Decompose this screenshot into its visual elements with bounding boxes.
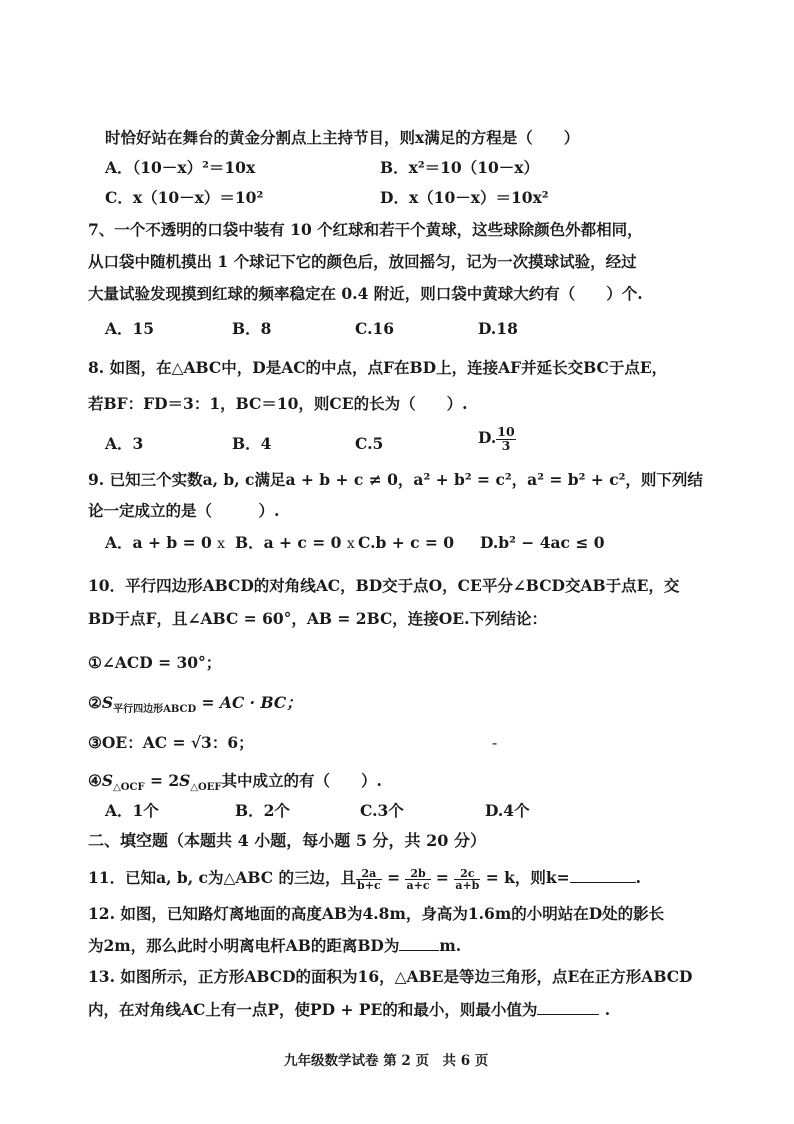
q6-option-b: B．x²＝10（10－x） xyxy=(380,158,540,177)
q10-option-c: C.3个 xyxy=(360,801,404,820)
q11-line xyxy=(88,866,641,891)
fraction-numerator: 2a xyxy=(356,868,382,880)
q9-line-2: 论一定成立的是（ ）. xyxy=(88,501,280,520)
q8-option-d-prefix: D. xyxy=(478,428,497,447)
q13-line-2 xyxy=(88,998,610,1021)
q9-option-b-text: B．a + c = 0 xyxy=(235,533,342,552)
q6-option-d: D．x（10－x）＝10x² xyxy=(380,188,549,207)
equals-sign-2: = xyxy=(435,868,449,887)
fraction-numerator: 10 xyxy=(497,424,515,439)
q13-line-1: 13. 如图所示，正方形ABCD的面积为16，△ABE是等边三角形，点E在正方形ABCD xyxy=(88,967,693,986)
q11-fraction-3 xyxy=(454,868,480,891)
area-symbol-2: S xyxy=(179,771,191,790)
q9-line-1: 9. 已知三个实数a, b, c满足a + b + c ≠ 0，a² + b² = c²，a² = b² + c²，则下列结 xyxy=(88,470,703,489)
q10-conclusion-1: ①∠ACD = 30°； xyxy=(88,653,222,672)
q6-option-a: A．（10－x）²＝10x xyxy=(105,158,256,177)
q9-option-d: D.b² − 4ac ≤ 0 xyxy=(480,533,605,552)
q7-option-b: B．8 xyxy=(232,319,272,338)
fraction-denominator: b+c xyxy=(357,878,381,892)
q12-answer-blank[interactable] xyxy=(399,934,439,951)
q9-option-b xyxy=(235,532,355,555)
fraction-denominator: a+b xyxy=(455,878,480,892)
q12-line-1: 12. 如图，已知路灯离地面的高度AB为4.8m，身高为1.6m的小明站在D处的影长 xyxy=(88,904,665,923)
q8-option-d-fraction xyxy=(496,426,515,452)
q8-option-a: A．3 xyxy=(105,434,144,453)
section-2-title: 二、填空题（本题共 4 小题，每小题 5 分，共 20 分） xyxy=(88,831,486,850)
q13-line-2-pre: 内，在对角线AC上有一点P，使PD + PE的和最小，则最小值为 xyxy=(88,1000,538,1019)
q7-line-2: 从口袋中随机摸出 1 个球记下它的颜色后，放回摇匀，记为一次摸球试验，经过 xyxy=(88,252,637,271)
q7-option-a: A．15 xyxy=(105,319,155,338)
q7-line-1: 7、一个不透明的口袋中装有 10 个红球和若干个黄球，这些球除颜色外都相同， xyxy=(88,220,643,239)
stray-mark: - xyxy=(492,734,498,752)
area-symbol-1: S xyxy=(101,771,114,790)
q12-line-2-pre: 为2m，那么此时小明离电杆AB的距离BD为 xyxy=(88,936,400,955)
q10-line-1: 10．平行四边形ABCD的对角线AC，BD交于点O，CE平分∠BCD交AB于点E，交 xyxy=(88,576,680,595)
q7-option-d: D.18 xyxy=(478,319,518,338)
q12-line-2 xyxy=(88,934,461,957)
fraction-numerator: 2b xyxy=(405,868,430,880)
q9-option-c: C.b + c = 0 xyxy=(358,533,455,552)
c4-marker: ④ xyxy=(88,771,102,790)
q9-handwritten-mark-b: x xyxy=(346,536,355,552)
q8-line-1: 8. 如图，在△ABC中，D是AC的中点，点F在BD上，连接AF并延长交BC于点E， xyxy=(88,358,668,377)
q13-answer-blank[interactable] xyxy=(537,998,599,1015)
q10-line-2: BD于点F，且∠ABC = 60°，AB = 2BC，连接OE.下列结论： xyxy=(88,609,548,628)
q10-option-a: A．1个 xyxy=(105,801,159,820)
c4-mid: = 2 xyxy=(144,771,180,790)
area-subscript-1: △OCF xyxy=(113,782,145,794)
q11-prefix: 11．已知a, b, c为△ABC 的三边，且 xyxy=(88,868,357,887)
q8-option-b: B．4 xyxy=(232,434,272,453)
q9-option-a xyxy=(105,532,225,555)
area-symbol: S xyxy=(101,693,114,712)
q10-conclusion-2 xyxy=(88,692,302,721)
q11-suffix: = k，则k= xyxy=(485,868,570,887)
q9-option-a-text: A．a + b = 0 xyxy=(105,533,212,552)
q10-option-d: D.4个 xyxy=(485,801,530,820)
c4-tail: 其中成立的有（ ）. xyxy=(221,771,382,790)
q12-line-2-post: m. xyxy=(439,936,462,955)
q10-option-b: B．2个 xyxy=(235,801,290,820)
q6-option-c: C．x（10－x）＝10² xyxy=(105,188,264,207)
q7-option-c: C.16 xyxy=(355,319,395,338)
q8-line-2: 若BF：FD＝3：1，BC＝10，则CE的长为（ ）. xyxy=(88,394,468,413)
q7-line-3: 大量试验发现摸到红球的频率稳定在 0.4 附近，则口袋中黄球大约有（ ）个. xyxy=(88,284,643,303)
page-footer: 九年级数学试卷 第 2 页 共 6 页 xyxy=(284,1053,489,1069)
q11-end: . xyxy=(635,868,642,887)
q13-line-2-post: . xyxy=(604,1000,611,1019)
q6-stem: 时恰好站在舞台的黄金分割点上主持节目，则x满足的方程是（ ） xyxy=(105,128,580,147)
q9-handwritten-mark-a: x xyxy=(217,536,226,552)
q10-conclusion-3: ③OE：AC = √3：6； xyxy=(88,733,254,752)
c2-marker: ② xyxy=(88,693,102,712)
area-subscript: 平行四边形ABCD xyxy=(113,704,197,716)
fraction-denominator: 3 xyxy=(501,437,511,453)
q8-option-c: C.5 xyxy=(355,434,384,453)
q10-conclusion-4 xyxy=(88,770,382,799)
q11-answer-blank[interactable] xyxy=(570,866,636,883)
c2-equation: = AC · BC； xyxy=(196,693,302,712)
fraction-numerator: 2c xyxy=(454,868,480,880)
q8-option-d xyxy=(478,426,516,452)
fraction-denominator: a+c xyxy=(406,878,430,892)
q11-fraction-1 xyxy=(356,868,382,891)
area-subscript-2: △OEF xyxy=(190,782,222,794)
equals-sign-1: = xyxy=(387,868,401,887)
q11-fraction-2 xyxy=(405,868,430,891)
